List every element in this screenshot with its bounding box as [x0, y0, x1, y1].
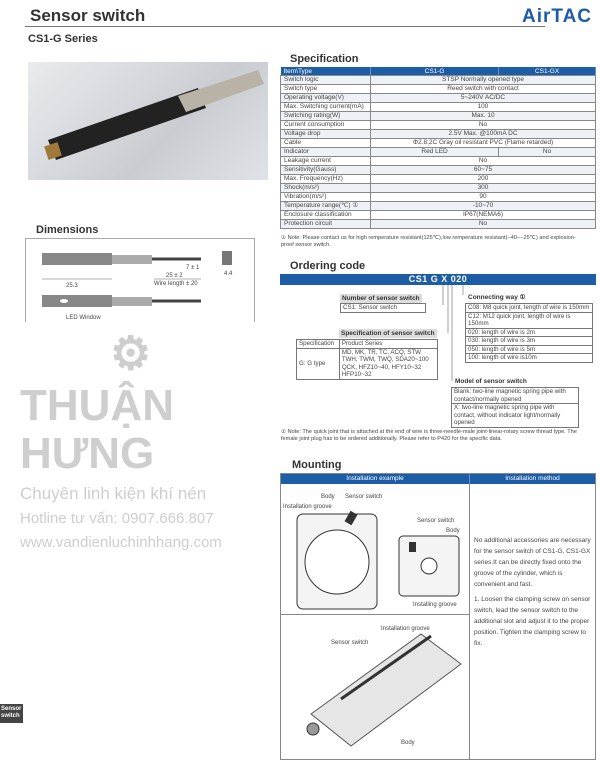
col-header: Installation method: [469, 474, 595, 484]
airtac-logo: AirTAC: [522, 6, 593, 27]
row-label: Max. Frequency(Hz): [281, 175, 371, 184]
body-label-2: Body: [446, 528, 460, 534]
connect-option: 030: length of wire is 3m: [466, 337, 593, 346]
row-label: Switch logic: [281, 76, 371, 85]
table-row: [281, 103, 596, 112]
col-header: CS1-G: [371, 67, 499, 76]
title-divider: [25, 26, 545, 27]
row-value: 100: [371, 103, 596, 112]
row-value: No: [499, 148, 596, 157]
row-value: 2.5V Max. @100mA DC: [371, 130, 596, 139]
row-label: Leakage current: [281, 157, 371, 166]
number-label: Number of sensor switch: [342, 295, 420, 302]
model-option: X: two-line magnetic spring pipe with contact, without indicator light/normally opened: [452, 404, 579, 428]
row-label: Temperature range(℃) ①: [281, 202, 371, 211]
table-row: [281, 202, 596, 211]
table-row: [281, 166, 596, 175]
specification-heading: Specification: [290, 53, 359, 65]
connecting-table: [465, 303, 593, 363]
ordering-code-bar: CS1 G X 020: [280, 274, 596, 285]
model-table: [451, 387, 579, 428]
groove-label-2: Installation groove: [381, 626, 430, 632]
row-label: Enclosure classification: [281, 211, 371, 220]
row-value: Φ2.8,2C Gray oil resistant PVC (Flame retarded): [371, 139, 596, 148]
row-value: 300: [371, 184, 596, 193]
table-row: [281, 112, 596, 121]
series-label: CS1-G Series: [28, 33, 98, 45]
model-option: Blank: two-line magnetic spring pipe with contact/normally opened: [452, 388, 579, 404]
table-row: [281, 220, 596, 229]
row-value: No: [371, 220, 596, 229]
row-value: 5~240V AC/DC: [371, 94, 596, 103]
table-row: [281, 148, 596, 157]
connect-option: 100: length of wire is10m: [466, 354, 593, 363]
mounting-heading: Mounting: [292, 459, 342, 471]
dim-strip: 7 ± 1: [186, 265, 200, 271]
row-label: Current consumption: [281, 121, 371, 130]
table-row: [281, 85, 596, 94]
installation-text: [474, 535, 594, 649]
spec-switch-label: Specification of sensor switch: [341, 330, 435, 337]
table-row: [281, 76, 596, 85]
col-header: Specification: [297, 340, 340, 349]
page-title: Sensor switch: [30, 6, 146, 25]
connect-option: 020: length of wire is 2m: [466, 328, 593, 337]
table-row: [281, 175, 596, 184]
row-value: IP67(NEMA6): [371, 211, 596, 220]
col-header: Installation example: [281, 474, 469, 484]
model-label: Model of sensor switch: [455, 378, 527, 385]
row-value: 200: [371, 175, 596, 184]
sensor-label: Sensor switch: [345, 494, 383, 500]
table-row: [281, 193, 596, 202]
series-line: HFP10~32: [341, 371, 372, 378]
row-label: Sensitivity(Gauss): [281, 166, 371, 175]
row-value: STSP Normally opened type: [371, 76, 596, 85]
led-window-label: LED Window: [66, 315, 101, 321]
row-value: 60~75: [371, 166, 596, 175]
connect-option: 050: length of wire is 5m: [466, 345, 593, 354]
dim-wire-length: Wire length ± 20: [154, 281, 198, 287]
spec-switch-table: [296, 339, 438, 380]
sensor-label-3: Sensor switch: [331, 640, 369, 646]
col-header: Item\Type: [281, 67, 371, 76]
row-label: Voltage drop: [281, 130, 371, 139]
dimensions-heading: Dimensions: [36, 224, 99, 236]
connect-option: C12: M12 quick joint, length of wire is 150mm: [466, 312, 593, 328]
row-label: Switch type: [281, 85, 371, 94]
watermark-gear-logo: ⚙: [110, 327, 152, 379]
dim-length: 25.3: [66, 283, 78, 289]
row-value: 90: [371, 193, 596, 202]
series-line: QCK, HFZ10~40, HFY10~32: [341, 363, 422, 371]
dimensions-drawing: [25, 238, 255, 322]
body-label: Body: [321, 494, 335, 500]
table-row: [281, 157, 596, 166]
row-label: Shock(m/s²): [281, 184, 371, 193]
row-value: Max. 10: [371, 112, 596, 121]
table-row: [281, 130, 596, 139]
installing-groove-label: Installing groove: [413, 602, 457, 608]
row-label: Cable: [281, 139, 371, 148]
watermark-web: www.vandienluchinhhang.com: [20, 534, 222, 551]
table-row: [281, 184, 596, 193]
product-series: [339, 348, 437, 379]
connecting-label: Connecting way ①: [468, 294, 526, 301]
number-value: CS1: Sensor switch: [340, 303, 426, 313]
series-line: MD, MK, TR, TC, ACQ, STW: [341, 348, 421, 356]
product-photo: [28, 62, 268, 180]
row-label: Operating voltage(V): [281, 94, 371, 103]
installation-step: 1. Loosen the clamping screw on sensor switch, lead the sensor switch to the additional slot and adjust it to the proper position. Tighten the clamping screw to fix.: [474, 596, 591, 647]
sensor-label-2: Sensor switch: [417, 518, 455, 524]
sensor-image: [28, 62, 268, 180]
table-row: [281, 139, 596, 148]
watermark-tagline: Chuyên linh kiện khí nén: [20, 484, 207, 503]
row-label: Max. Switching current(mA): [281, 103, 371, 112]
mounting-illustration: [281, 484, 469, 760]
side-tab: Sensor switch: [0, 704, 23, 723]
row-label: Switching rating(W): [281, 112, 371, 121]
row-value: -10~70: [371, 202, 596, 211]
watermark-name: THUẬN HƯNG: [20, 381, 174, 478]
row-value: No: [371, 157, 596, 166]
row-value: Red LED: [371, 148, 499, 157]
installation-paragraph: No additional accessories are necessary for the sensor switch of CS1-G, CS1-GX series.It can be directly fixed onto the groove of the cylinder, which is convenient and fast.: [474, 537, 591, 588]
watermark-hotline: Hotline tư vấn: 0907.666.807: [20, 510, 214, 527]
table-row: [281, 121, 596, 130]
series-line: TWH, TWM, TWQ, SDA20~100: [341, 356, 429, 363]
connect-option: C08: M8 quick joint, length of wire is 150mm: [466, 304, 593, 313]
row-label: Indicator: [281, 148, 371, 157]
spec-note: ① Note: Please contact us for high remperature resistant(125℃),low remperature resistant(−40−−25℃) and explosion-proof sensor switch.: [281, 235, 576, 248]
col-header: Product Series: [339, 340, 437, 349]
ordering-heading: Ordering code: [290, 260, 366, 272]
col-header: CS1-GX: [499, 67, 596, 76]
spec-type: G: G type: [297, 348, 340, 379]
row-label: Protection circuit: [281, 220, 371, 229]
body-label-3: Body: [401, 740, 415, 746]
row-value: Reed switch with contact: [371, 85, 596, 94]
specification-table: [280, 67, 596, 229]
row-label: Vibration(m/s²): [281, 193, 371, 202]
ordering-note: ① Note: The quick joint that is attached at the end of wire is three-needle-male joint-linear-rotary screw thread type. The female joint plug has to be ordered additionally. Please refer to P420 for the specific data.: [281, 429, 577, 442]
groove-label: Installation groove: [283, 504, 332, 510]
table-row: [281, 94, 596, 103]
dim-width: 4.4: [224, 271, 233, 277]
table-row: [281, 211, 596, 220]
row-value: No: [371, 121, 596, 130]
dim-tolerance: 25 ± 2: [166, 273, 183, 279]
